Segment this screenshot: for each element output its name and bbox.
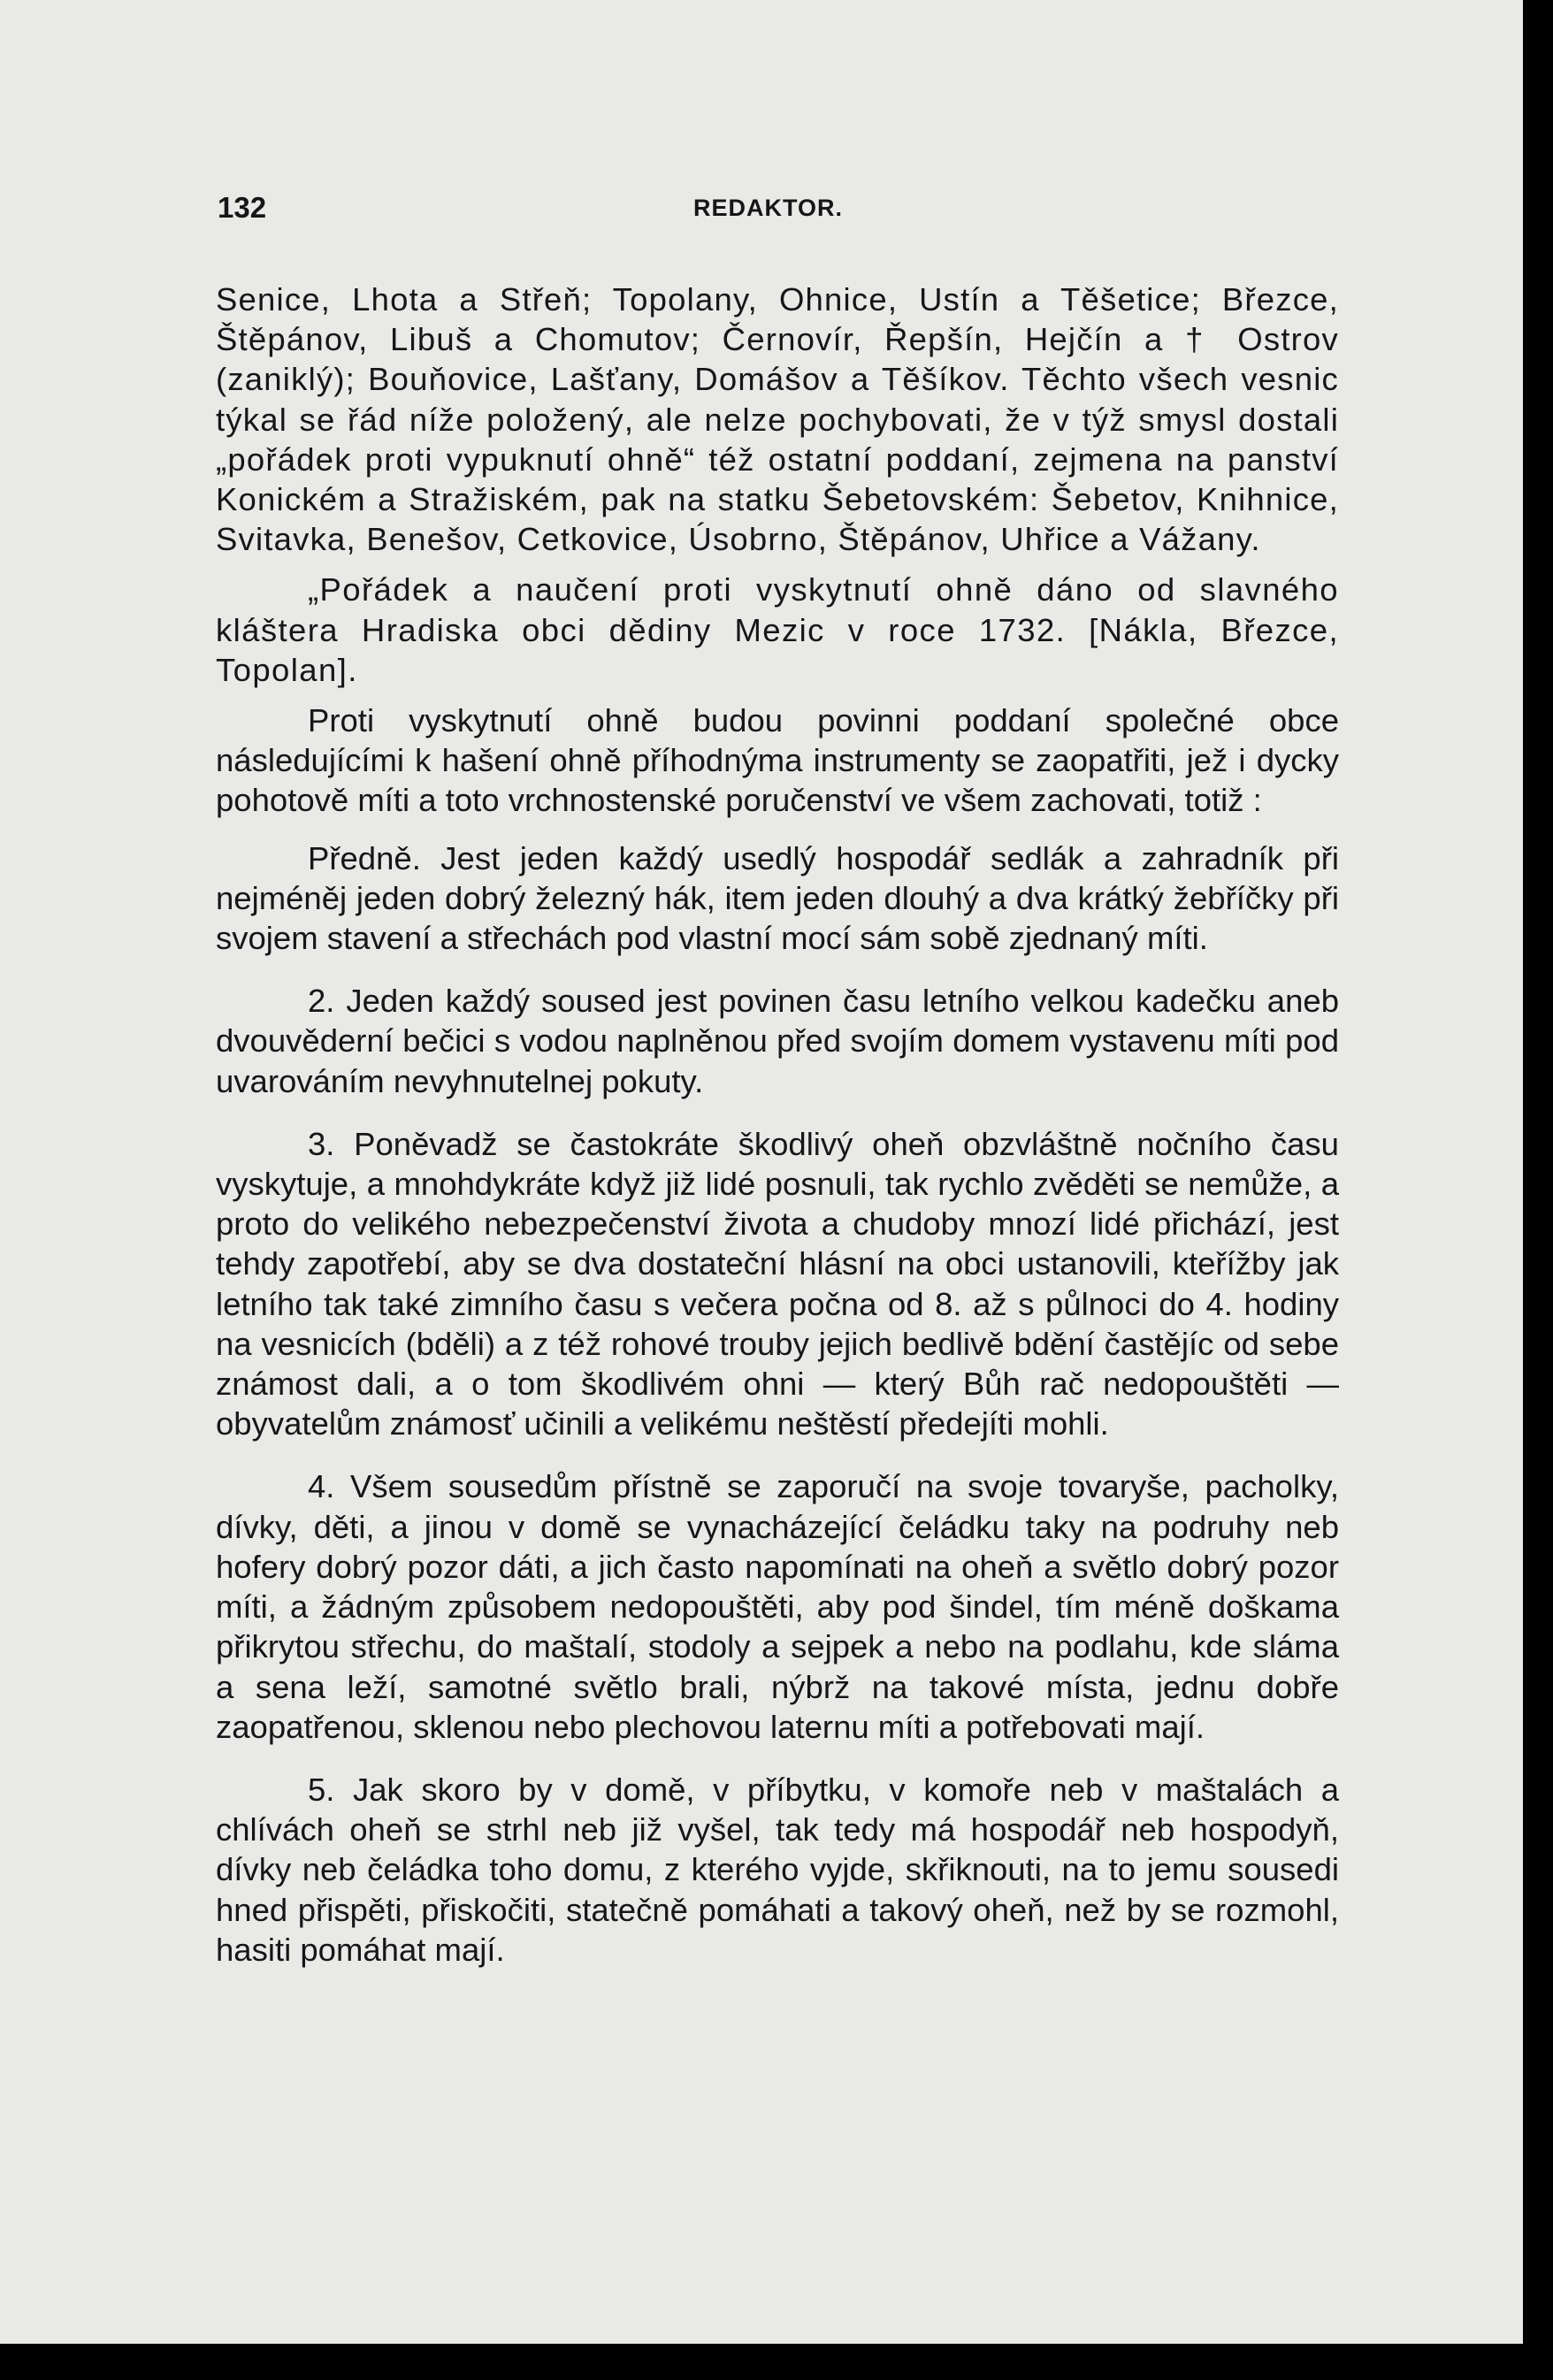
running-head: REDAKTOR.: [693, 195, 844, 221]
scan-edge-right: [1523, 0, 1553, 2380]
rule-item-5: 5. Jak skoro by v domě, v příbytku, v komoře neb v maštalách a chlívách oheň se strhl neb již vyšel, tak tedy má hospodář neb hospodyň, dívky neb čeládka toho domu, z kterého vyjde, skřiknouti, na to jemu sousedi hned přispěti, přiskočiti, statečně pomáhati a takový oheň, než by se rozmohl, hasiti pomáhat mají.: [216, 1771, 1339, 1968]
scan-edge-bottom: [0, 2344, 1553, 2380]
rule-item-2: 2. Jeden každý soused jest povinen času letního velkou kadečku aneb dvouvěderní bečici s vodou naplněnou před svojím domem vystavenu míti pod uvarováním nevyhnutelnej pokuty.: [216, 983, 1339, 1099]
order-title-paragraph: „Pořádek a naučení proti vyskytnutí ohně dáno od slavného kláštera Hradiska obci dědiny Mezic v roce 1732. [Nákla, Březce, Topolan].: [216, 571, 1339, 688]
body-text: [216, 279, 1339, 1970]
villages-paragraph: Senice, Lhota a Střeň; Topolany, Ohnice, Ustín a Těšetice; Březce, Štěpánov, Libuš a Chomutov; Černovír, Řepšín, Hejčín a † Ostrov (zaniklý); Bouňovice, Lašťany, Domášov a Těšíkov. Těchto všech vesnic týkal se řád níže položený, ale nelze pochybovati, že v týž smysl dostali „pořádek proti vypuknutí ohně“ též ostatní poddaní, zejmena na panství Konickém a Stražiském, pak na statku Šebetovském: Šebetov, Knihnice, Svitavka, Benešov, Cetkovice, Úsobrno, Štěpánov, Uhřice a Vážany.: [216, 281, 1339, 558]
rule-item-1: Předně. Jest jeden každý usedlý hospodář sedlák a zahradník při nejméněj jeden dobrý železný hák, item jeden dlouhý a dva krátký žebříčky při svojem stavení a střechách pod vlastní mocí sám sobě zjednaný míti.: [216, 839, 1339, 957]
page-number: 132: [218, 191, 267, 224]
rule-item-4: 4. Všem sousedům přístně se zaporučí na svoje tovaryše, pacholky, dívky, děti, a jinou v domě se vynacházející čeládku taky na podruhy neb hofery dobrý pozor dáti, a jich často napomínati na oheň a světlo dobrý pozor míti, a žádným způsobem nedopouštěti, aby pod šindel, tím méně doškama přikrytou střechu, do maštalí, stodoly a sejpek a nebo na podlahu, kde sláma a sena leží, samotné světlo brali, nýbrž na takové místa, jednu dobře zaopatřenou, sklenou nebo plechovou laternu míti a potřebovati mají.: [216, 1468, 1339, 1745]
rule-item-3: 3. Poněvadž se častokráte škodlivý oheň obzvláštně nočního času vyskytuje, a mnohdykráte když již lidé posnuli, tak rychlo zvěděti se nemůže, a proto do velikého nebezpečenství života a chudoby mnozí lidé přichází, jest tehdy zapotřebí, aby se dva dostateční hlásní na obci ustanovili, kteřížby jak letního tak také zimního času s večera počna od 8. až s půlnoci do 4. hodiny na vesnicích (bděli) a z též rohové trouby jejich bedlivě bdění častějíc od sebe známost dali, a o tom škodlivém ohni — který Bůh rač nedopouštěti — obyvatelům známosť učinili a velikému neštěstí předejíti mohli.: [216, 1125, 1339, 1443]
intro-paragraph: Proti vyskytnutí ohně budou povinni poddaní společné obce následujícími k hašení ohně příhodnýma instrumenty se zaopatřiti, jež i dycky pohotově míti a toto vrchnostenské poručenství ve všem zachovati, totiž :: [216, 702, 1339, 819]
